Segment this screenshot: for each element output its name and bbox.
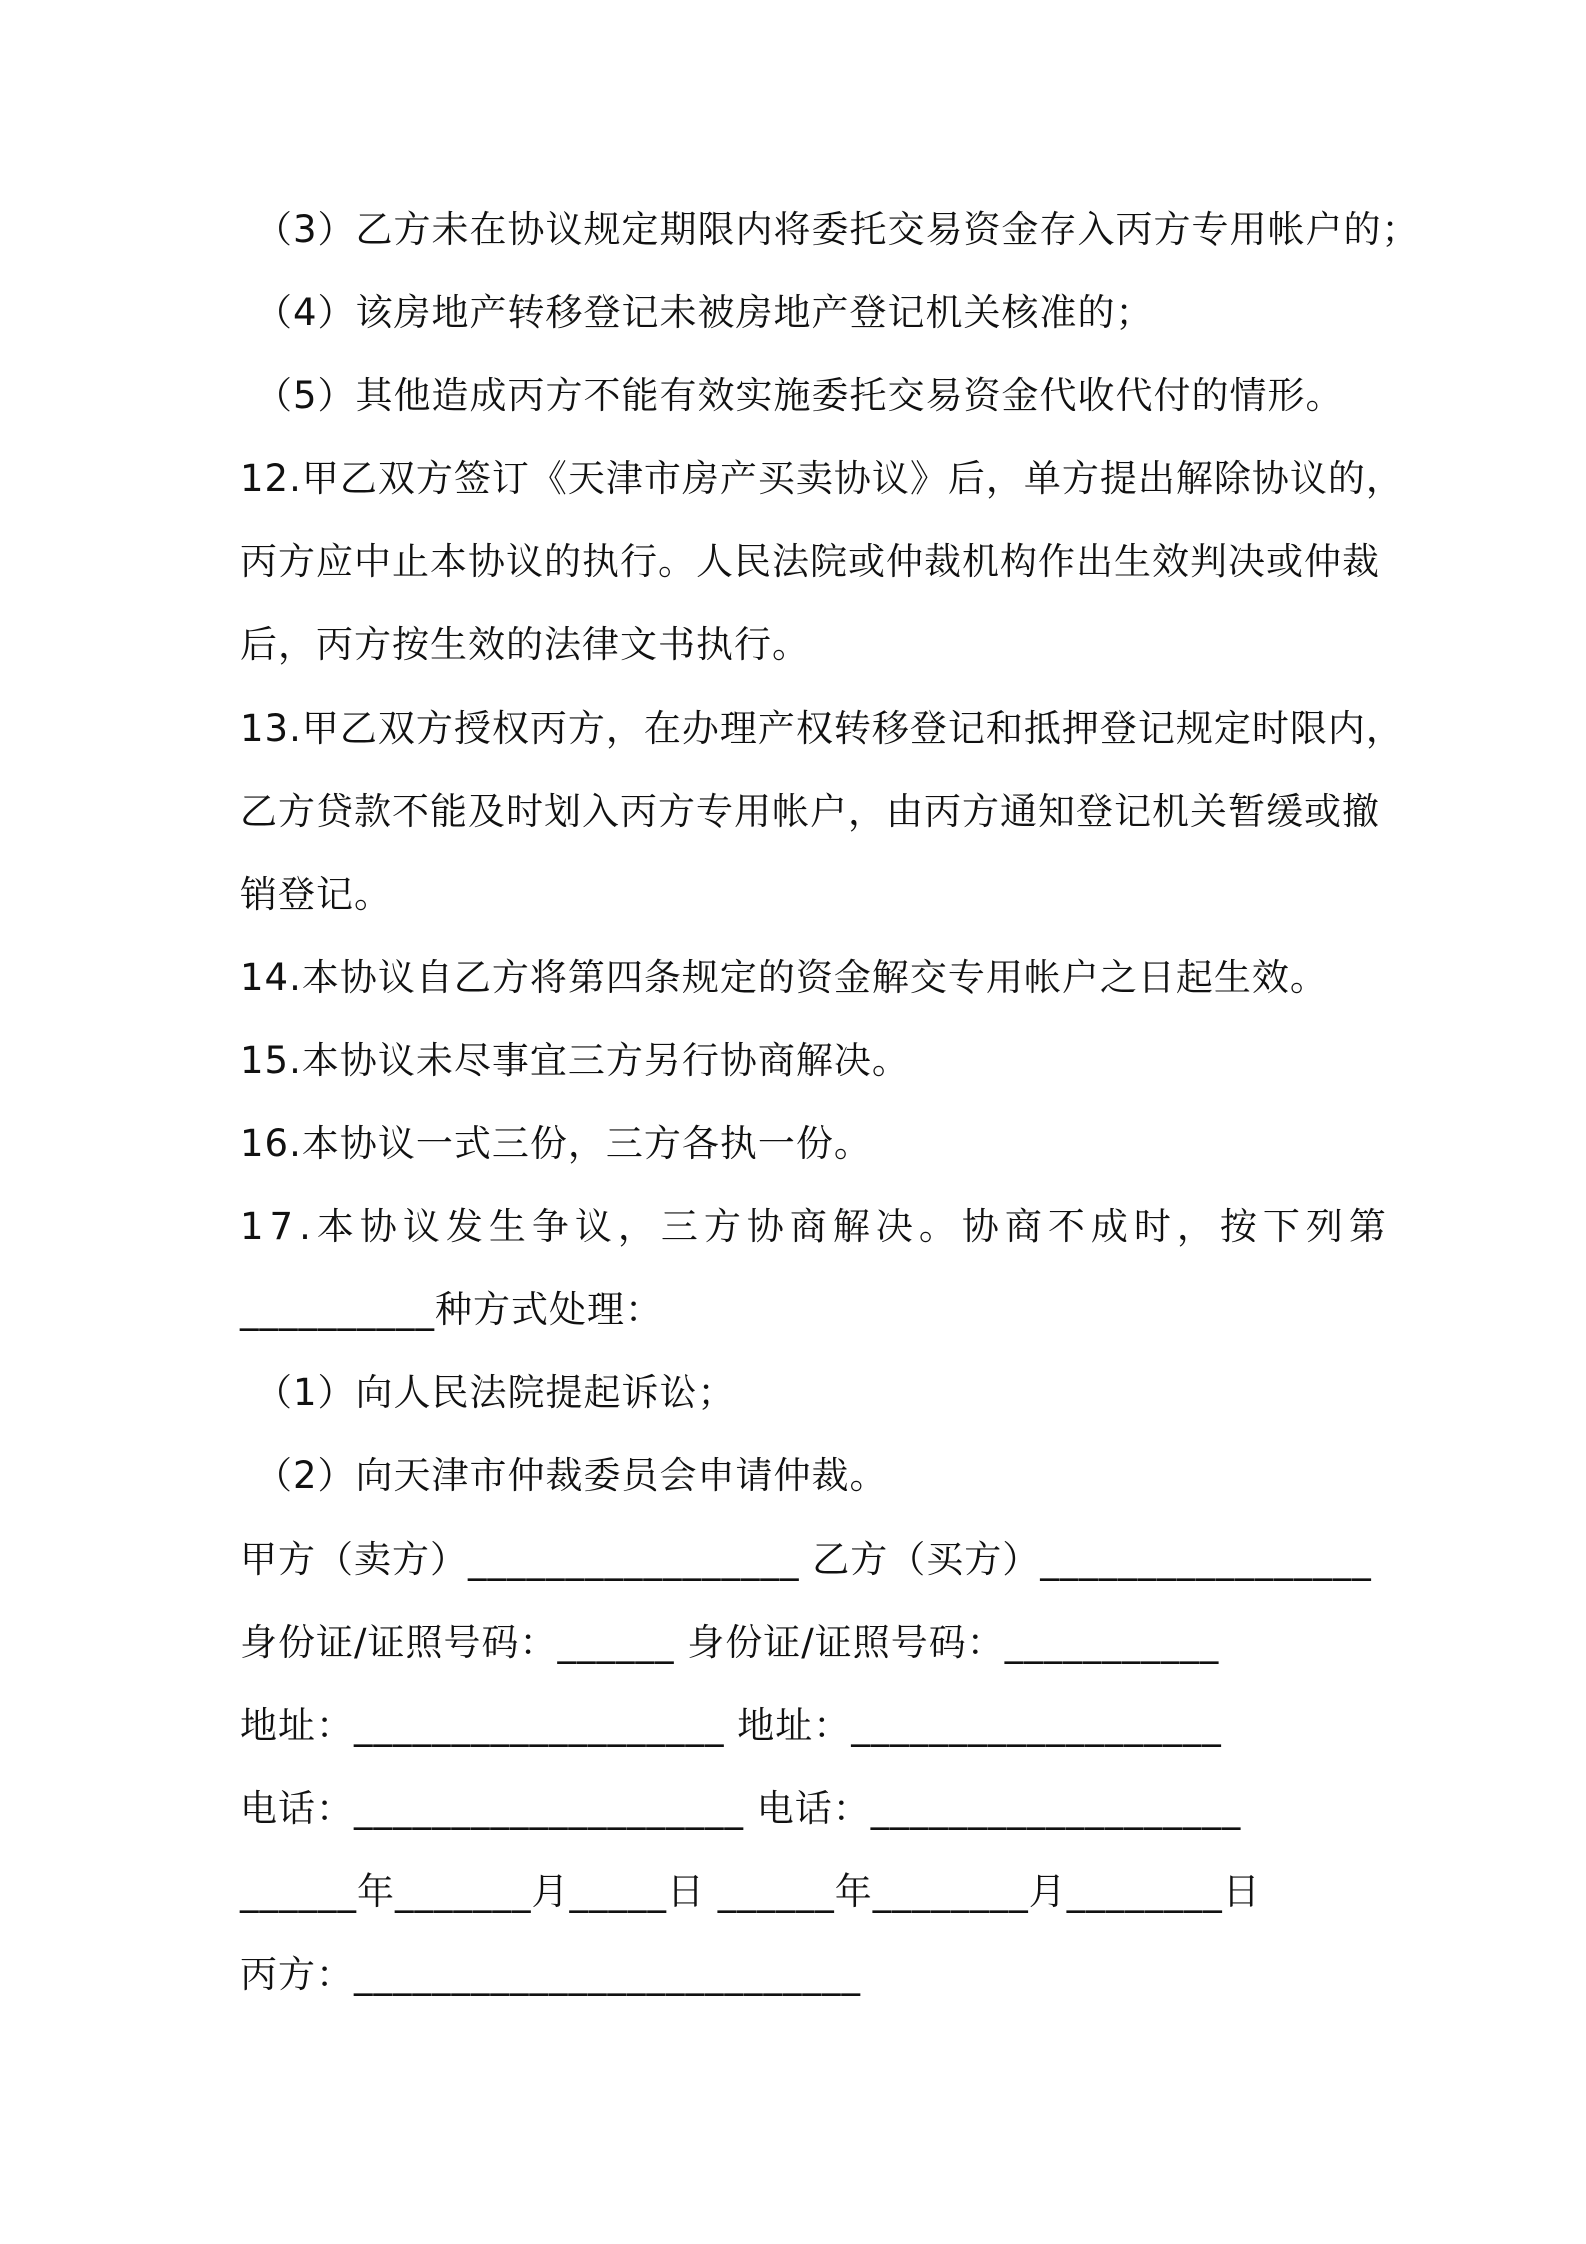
clause-13-line-1: 13.甲乙双方授权丙方，在办理产权转移登记和抵押登记规定时限内， (240, 707, 1404, 750)
signature-parties-line: 甲方（卖方）_________________ 乙方（买方）_________________ (240, 1538, 1372, 1581)
clause-11-item-4: （4）该房地产转移登记未被房地产登记机关核准的； (255, 291, 1154, 334)
phone-line: 电话：____________________ 电话：___________________ (240, 1787, 1242, 1830)
party-c-signature-line: 丙方：__________________________ (240, 1953, 861, 1996)
clause-11-item-5: （5）其他造成丙方不能有效实施委托交易资金代收代付的情形。 (255, 374, 1344, 417)
clause-16: 16.本协议一式三份，三方各执一份。 (240, 1122, 872, 1165)
clause-12-line-3: 后，丙方按生效的法律文书执行。 (240, 623, 810, 666)
clause-17-option-2: （2）向天津市仲裁委员会申请仲裁。 (255, 1454, 888, 1497)
clause-14: 14.本协议自乙方将第四条规定的资金解交专用帐户之日起生效。 (240, 956, 1328, 999)
id-number-line: 身份证/证照号码：______ 身份证/证照号码：___________ (240, 1621, 1220, 1664)
clause-11-item-3: （3）乙方未在协议规定期限内将委托交易资金存入丙方专用帐户的； (255, 208, 1420, 251)
clause-13-line-2: 乙方贷款不能及时划入丙方专用帐户，由丙方通知登记机关暂缓或撤 (240, 790, 1380, 833)
clause-13-line-3: 销登记。 (240, 873, 392, 916)
date-line: ______年_______月_____日 ______年________月________日 (240, 1870, 1261, 1913)
clause-17-line-2: __________种方式处理： (240, 1288, 663, 1331)
clause-17-line-1: 17.本协议发生争议，三方协商解决。协商不成时，按下列第 (240, 1205, 1392, 1248)
clause-17-option-1: （1）向人民法院提起诉讼； (255, 1371, 736, 1414)
clause-12-line-2: 丙方应中止本协议的执行。人民法院或仲裁机构作出生效判决或仲裁 (240, 540, 1380, 583)
clause-15: 15.本协议未尽事宜三方另行协商解决。 (240, 1039, 910, 1082)
clause-12-line-1: 12.甲乙双方签订《天津市房产买卖协议》后，单方提出解除协议的， (240, 457, 1404, 500)
address-line: 地址：___________________ 地址：___________________ (240, 1704, 1222, 1747)
